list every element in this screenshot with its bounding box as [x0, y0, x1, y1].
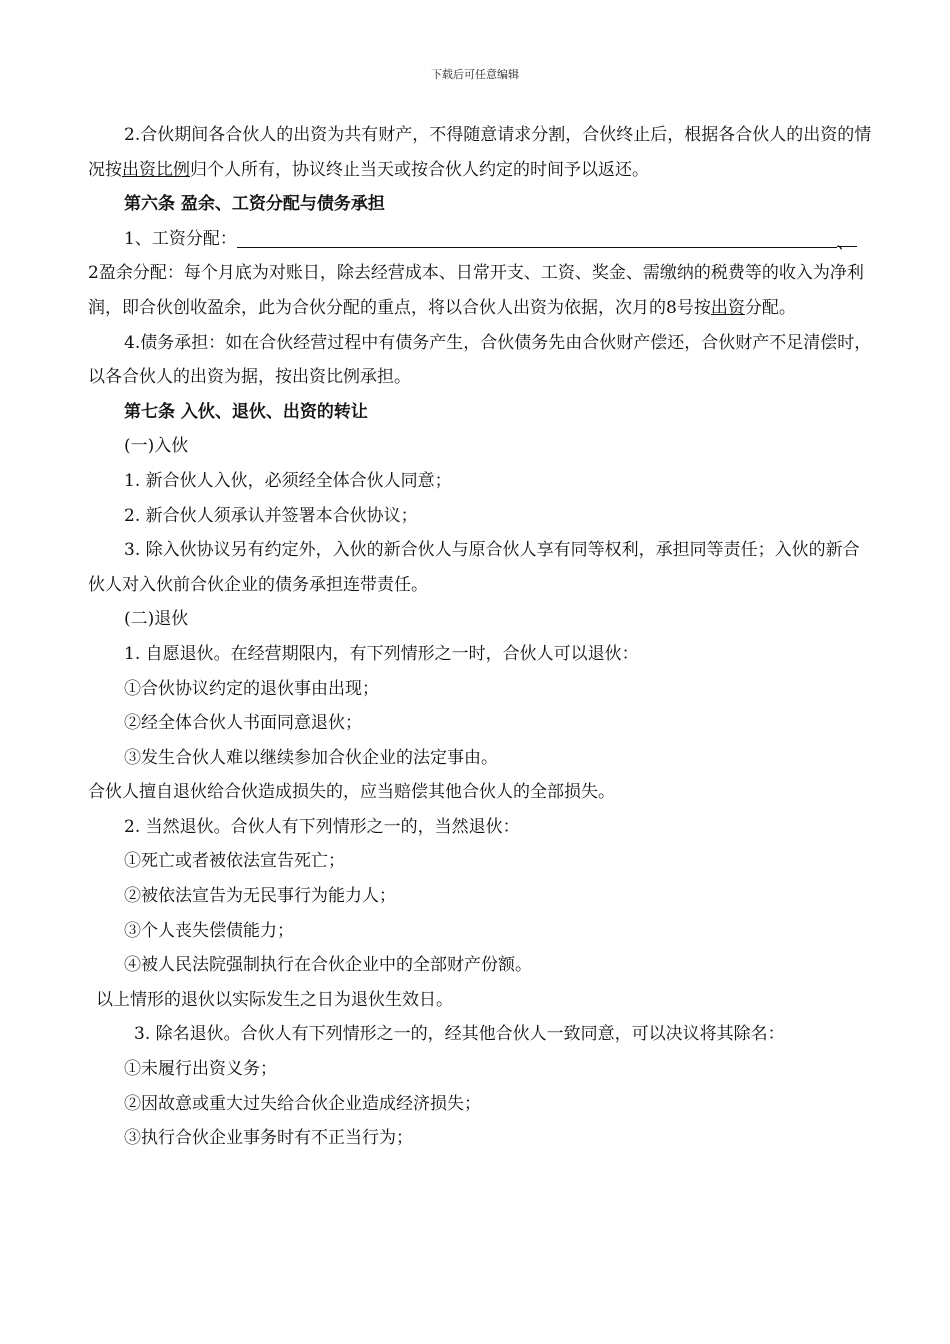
paragraph-text: 2.合伙期间各合伙人的出资为共有财产，不得随意请求分割，合伙终止后，根据各合伙人的出资的情况按	[88, 125, 872, 180]
wage-distribution-line	[88, 222, 874, 257]
list-item: ②被依法宣告为无民事行为能力人；	[124, 886, 396, 907]
note-text: 合伙人擅自退伙给合伙造成损失的，应当赔偿其他合伙人的全部损失。	[88, 782, 615, 803]
list-item: ①合伙协议约定的退伙事由出现；	[124, 678, 379, 699]
section-join: (一)入伙	[124, 436, 189, 457]
list-item: 1. 自愿退伙。在经营期限内，有下列情形之一时，合伙人可以退伙：	[124, 643, 639, 664]
list-item: ③个人丧失偿债能力；	[124, 920, 294, 941]
document-body	[88, 118, 874, 1156]
list-item: 3. 除入伙协议另有约定外，入伙的新合伙人与原合伙人享有同等权利，承担同等责任；入伙的新合伙人对入伙前合伙企业的债务承担连带责任。	[88, 540, 860, 595]
paragraph-capital	[88, 118, 874, 187]
wage-label: 1、工资分配：	[124, 228, 237, 249]
wage-trailing-mark: 、	[837, 226, 857, 247]
paragraph-text: 2盈余分配：每个月底为对账日，除去经营成本、日常开支、工资、奖金、需缴纳的税费等的收入为净利润，即合伙创收盈余，此为合伙分配的重点，将以合伙人出资为依据，次月的8号按	[88, 263, 864, 318]
list-item: 2. 当然退伙。合伙人有下列情形之一的，当然退伙：	[124, 816, 520, 837]
list-item: ②经全体合伙人书面同意退伙；	[124, 713, 362, 734]
underlined-text: 出资比例	[122, 159, 190, 180]
paragraph-text: 归个人所有，协议终止当天或按合伙人约定的时间予以返还。	[190, 159, 649, 180]
paragraph-text: 分配。	[744, 297, 796, 318]
list-item: ④被人民法院强制执行在合伙企业中的全部财产份额。	[124, 955, 532, 976]
underlined-text: 出资	[710, 297, 745, 318]
section-withdraw: (二)退伙	[124, 609, 189, 630]
paragraph-surplus	[88, 256, 874, 325]
article-6-heading: 第六条 盈余、工资分配与债务承担	[124, 194, 385, 215]
wage-blank-field[interactable]	[237, 227, 837, 248]
page-header: 下载后可任意编辑	[431, 68, 519, 81]
list-item: 2. 新合伙人须承认并签署本合伙协议；	[124, 505, 418, 526]
list-item: ①死亡或者被依法宣告死亡；	[124, 851, 345, 872]
list-item: ①未履行出资义务；	[124, 1059, 277, 1080]
list-item: 1. 新合伙人入伙，必须经全体合伙人同意；	[124, 470, 452, 491]
list-item: ③发生合伙人难以继续参加合伙企业的法定事由。	[124, 747, 498, 768]
list-item: ②因故意或重大过失给合伙企业造成经济损失；	[124, 1093, 481, 1114]
paragraph-debt: 4.债务承担：如在合伙经营过程中有债务产生，合伙债务先由合伙财产偿还，合伙财产不足清偿时，以各合伙人的出资为据，按出资比例承担。	[88, 332, 872, 388]
list-item: ③执行合伙企业事务时有不正当行为；	[124, 1128, 413, 1149]
list-item: 3. 除名退伙。合伙人有下列情形之一的，经其他合伙人一致同意，可以决议将其除名：	[134, 1024, 785, 1045]
note-text: 以上情形的退伙以实际发生之日为退伙生效日。	[96, 989, 453, 1010]
article-7-heading: 第七条 入伙、退伙、出资的转让	[124, 401, 368, 422]
